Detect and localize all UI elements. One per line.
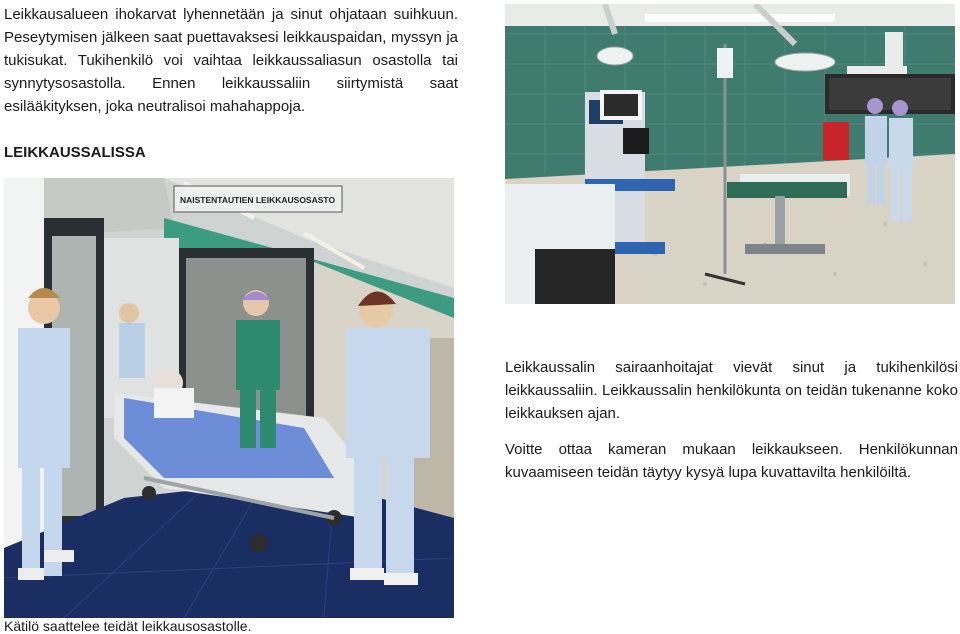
ward-sign: NAISTENTAUTIEN LEIKKAUSOSASTO	[180, 195, 336, 205]
photo-caption: Kätilö saattelee teidät leikkausosastolle.	[4, 618, 252, 634]
side-paragraph-1: Leikkaussalin sairaanhoitajat vievät sinut ja tukihenkilösi leikkaussaliin. Leikkaussalin henkilökunta on teidän tukenanne koko leikkauksen ajan.	[505, 359, 958, 422]
intro-paragraph: Leikkausalueen ihokarvat lyhennetään ja sinut ohjataan suihkuun. Peseytymisen jälkeen saat puettavaksesi leikkauspaidan, myssyn ja tukisukat. Tukihenkilö voi vaihtaa leikkaussaliasun osastolla tai synnytysosastolla. Ennen leikkaussaliin siirtymistä saat esilääkityksen, joka neutralisoi mahahappoja.	[4, 6, 458, 115]
operating-room-photo	[505, 4, 955, 304]
corridor-photo	[4, 178, 454, 618]
section-heading: LEIKKAUSSALISSA	[4, 144, 146, 161]
side-paragraph-2: Voitte ottaa kameran mukaan leikkaukseen. Henkilökunnan kuvaamiseen teidän täytyy kysyä lupa kuvattavilta henkilöiltä.	[505, 441, 958, 481]
